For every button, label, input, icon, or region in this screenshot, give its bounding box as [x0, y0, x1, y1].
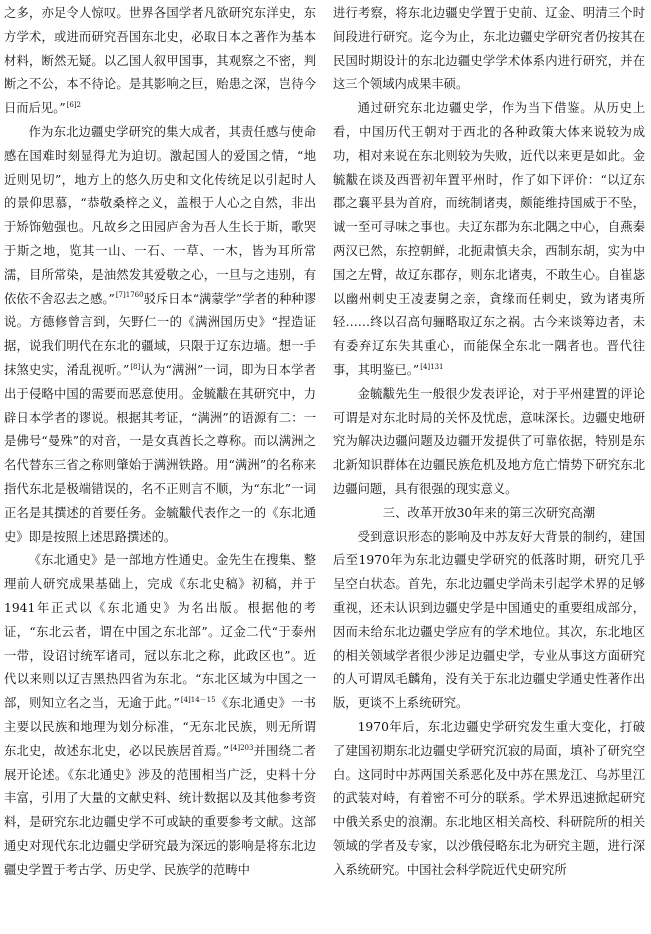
section-heading: 三、改革开放30年来的第三次研究高潮 [382, 505, 596, 520]
paragraph [4, 2, 316, 121]
citation-marker: [7]1760 [115, 291, 144, 300]
text-run: 之多，亦足令人惊叹。世界各国学者凡欲研究东洋史，东方学术，或进而研究吾国东北史，必取日本之著作为基本材料，断然无疑。以乙国人叙甲国事，其观察之不密，判断之不公，本不待论。是其影响之巨，贻患之深，岂待今日而后见。” [4, 6, 316, 116]
citation-marker: [4]131 [420, 362, 444, 371]
paragraph [4, 121, 316, 549]
citation-marker: [8] [130, 362, 141, 371]
paragraph [333, 97, 645, 383]
paragraph [333, 2, 645, 97]
citation-marker: [4]203 [230, 743, 254, 752]
citation-marker: [6]2 [66, 101, 81, 110]
text-run: 驳斥日本“满蒙学”学者的种种谬说。方德修曾言到，矢野仁一的《满洲国历史》“捏造证据，说我们明代在东北的疆域，只限于辽东边墙。想一手抹煞史实，淆乱视听。” [4, 291, 316, 377]
text-run: 进行考察，将东北边疆史学置于史前、辽金、明清三个时间段进行研究。迄今为止，东北边疆史学研究者仍按其在民国时期设计的东北边疆史学学术体系内进行研究，并在这三个领域内成果丰硕。 [333, 6, 645, 92]
text-run: 作为东北边疆史学研究的集大成者，其责任感与使命感在国难时刻显得尤为迫切。激起国人的爱国之情，“地近则见切”，地方上的悠久历史和文化传统足以引起时人的景仰思慕，“恭敬桑梓之义，盖根于人心之自然，非出于矫饰勉强也。凡故乡之田园庐舍为吾人生长于斯，歌哭于斯之地，览其一山、一石、一草、一木，皆为耳所常濡，目所常染，是油然发其爱敬之心，一旦与之违别，有依依不舍忍去之感。” [4, 124, 316, 306]
text-run: 《东北通史》一书主要以民族和地理为划分标准，“无东北民族，则无所谓东北史，故述东北史，必以民族居首焉。” [4, 696, 316, 758]
text-run: 《东北通史》是一部地方性通史。金先生在搜集、整理前人研究成果基础上，完成《东北史稿》初稿，并于1941年正式以《东北通史》为名出版。根据他的考证，“东北云者，谓在中国之东北部”。辽金二代“于泰州一带，设诏讨统军诸司，冠以东北之称，此政区也”。近代以来则以辽吉黑热四省为东北。“东北区域为中国之一部，则知立名之当，无逾于此。” [4, 553, 316, 711]
right-column [333, 2, 645, 934]
left-column [4, 2, 316, 934]
text-run: 认为“满洲”一词，即为日本学者出于侵略中国的需要而恶意使用。金毓黻在其研究中，力辟日本学者的谬说。根据其考证，“满洲”的语源有二：一是佛号“曼殊”的对音，一是女真酋长之尊称。而以满洲之名代替东三省之称则肇始于满洲铁路。用“满洲”的名称来指代东北是极端错误的，名不正则言不顺，为“东北”一词正名是其撰述的首要任务。金毓黻代表作之一的《东北通史》即是按照上述思路撰述的。 [4, 362, 316, 544]
text-run: 金毓黻先生一般很少发表评论，对于平州建置的评论可谓是对东北时局的关怀及忧虑，意味深长。边疆史地研究为解决边疆问题及边疆开发提供了可靠依据，特别是东北新知识群体在边疆民族危机及地方危亡情势下研究东北边疆问题，具有很强的现实意义。 [333, 386, 645, 496]
citation-marker: [4]14－15 [180, 696, 216, 705]
text-run: 1970年后，东北边疆史学研究发生重大变化，打破了建国初期东北边疆史学研究沉寂的局面，填补了研究空白。这同时中苏两国关系恶化及中苏在黑龙江、乌苏里江的武装对峙，有着密不可分的联系。学术界迅速掀起研究中俄关系史的浪潮。东北地区相关高校、科研院所的相关领域的学者及专家，以沙俄侵略东北为研究主题，进行深入系统研究。中国社会科学院近代史研究所 [333, 719, 645, 877]
paragraph [333, 716, 645, 883]
paragraph [333, 383, 645, 502]
paragraph [333, 526, 645, 716]
text-run: 并围绕二者展开论述。《东北通史》涉及的范围相当广泛，史料十分丰富，引用了大量的文献史料、统计数据以及其他参考资料，是研究东北边疆史学不可或缺的重要参考文献。这部通史对现代东北边疆史学研究最为深远的影响是将东北边疆史学置于考古学、历史学、民族学的范畴中 [4, 743, 316, 877]
paragraph [4, 549, 316, 882]
text-run: 受到意识形态的影响及中苏友好大背景的制约，建国后至1970年为东北边疆史学研究的低落时期，研究几乎呈空白状态。首先，东北边疆史学尚未引起学术界的足够重视，还未认识到边疆史学是中国通史的重要组成部分，因而未给东北边疆史学应有的学术地位。其次，东北地区的相关领域学者很少涉足边疆史学，专业从事这方面研究的人可谓凤毛麟角，没有关于东北边疆史学通史性著作出版，更谈不上系统研究。 [333, 529, 645, 711]
text-run: 通过研究东北边疆史学，作为当下借鉴。从历史上看，中国历代王朝对于西北的各种政策大体来说较为成功，相对来说在东北则较为失败，近代以来更是如此。金毓黻在谈及西晋初年置平州时，作了如下评价：“以辽东郡之襄平县为首府，而统制诸夷，颇能维持国威于不坠，诚一至可寻味之事也。夫辽东郡为东北隅之中心，自燕秦两汉已然，东控朝鲜，北扼肃慎夫余，西制东胡，实为中国之左臂，故辽东郡存，则东北诸夷，不敢生心。自崔毖以幽州刺史王凌妻舅之亲，貪缘而任刺史，致为诸夷所轻……终以召高句骊略取辽东之祸。古今来谈筹边者，未有委弃辽东失其重心，而能保全东北一隅者也。晋代往事，其明鉴已。” [333, 101, 645, 377]
